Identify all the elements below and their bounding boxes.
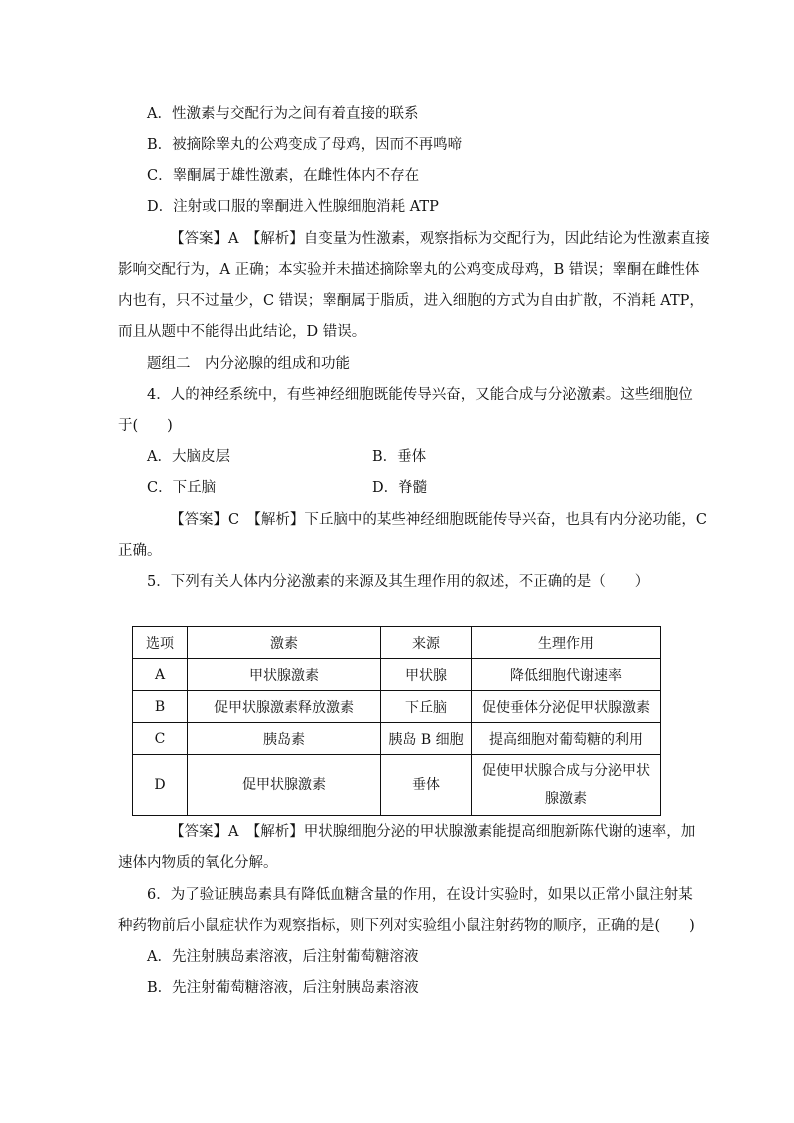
table-header: 生理作用 <box>472 627 661 659</box>
analysis-tag: 【解析】 <box>252 824 304 840</box>
table-cell: 提高细胞对葡萄糖的利用 <box>472 723 661 755</box>
table-cell: 促甲状腺激素释放激素 <box>188 691 381 723</box>
answer-letter: A <box>228 231 239 247</box>
table-cell: 胰岛素 <box>188 723 381 755</box>
table-cell: C <box>133 723 188 755</box>
analysis-text: 下丘脑中的某些神经细胞既能传导兴奋，也具有内分泌功能，C <box>304 512 707 528</box>
answer-letter: A <box>228 824 239 840</box>
answer-tag: 【答案】 <box>170 231 228 247</box>
table-header: 选项 <box>133 627 188 659</box>
hormone-table <box>132 626 661 816</box>
q5-answer-line <box>170 822 695 842</box>
q3-option-b: B．被摘除睾丸的公鸡变成了母鸡，因而不再鸣啼 <box>147 137 463 153</box>
table-cell: 甲状腺 <box>381 659 472 691</box>
table-row <box>133 691 661 723</box>
table-cell: 垂体 <box>381 755 472 816</box>
q5-stem: 5．下列有关人体内分泌激素的来源及其生理作用的叙述，不正确的是（ ） <box>147 574 650 590</box>
q3-option-d: D．注射或口服的睾酮进入性腺细胞消耗 ATP <box>147 199 439 215</box>
table-cell: D <box>133 755 188 816</box>
q4-stem-line-1: 4．人的神经系统中，有些神经细胞既能传导兴奋，又能合成与分泌激素。这些细胞位 <box>147 387 693 403</box>
q4-stem-line-2: 于( ) <box>118 418 173 434</box>
q6-option-a: A．先注射胰岛素溶液，后注射葡萄糖溶液 <box>147 949 419 965</box>
answer-tag: 【答案】 <box>170 512 228 528</box>
table-row <box>133 755 661 816</box>
q6-stem-line-1: 6．为了验证胰岛素具有降低血糖含量的作用，在设计实验时，如果以正常小鼠注射某 <box>147 887 693 903</box>
answer-letter: C <box>228 512 240 528</box>
q3-analysis-line-4: 而且从题中不能得出此结论，D 错误。 <box>118 324 367 340</box>
q3-option-c: C．睾酮属于雄性激素，在雌性体内不存在 <box>147 168 420 184</box>
q6-stem-line-2: 种药物前后小鼠症状作为观察指标，则下列对实验组小鼠注射药物的顺序，正确的是( ) <box>118 918 695 934</box>
table-cell: 促使甲状腺合成与分泌甲状腺激素 <box>472 755 661 816</box>
table-cell: B <box>133 691 188 723</box>
q5-analysis-line-2: 速体内物质的氧化分解。 <box>118 855 278 871</box>
q4-option-d: D．脊髓 <box>372 480 428 496</box>
q4-option-b: B．垂体 <box>372 449 427 465</box>
group-title: 题组二 内分泌腺的组成和功能 <box>147 356 350 372</box>
table-cell: 胰岛 B 细胞 <box>381 723 472 755</box>
analysis-tag: 【解析】 <box>253 512 305 528</box>
q3-analysis-line-3: 内也有，只不过量少，C 错误；睾酮属于脂质，进入细胞的方式为自由扩散，不消耗 ATP， <box>118 293 704 309</box>
q4-option-c: C．下丘脑 <box>147 480 217 496</box>
table-header: 来源 <box>381 627 472 659</box>
analysis-tag: 【解析】 <box>252 231 304 247</box>
q3-option-a: A．性激素与交配行为之间有着直接的联系 <box>147 106 419 122</box>
table-header: 激素 <box>188 627 381 659</box>
q3-answer-line <box>170 229 710 249</box>
q4-analysis-line-2: 正确。 <box>118 543 162 559</box>
table-row <box>133 723 661 755</box>
analysis-text: 甲状腺细胞分泌的甲状腺激素能提高细胞新陈代谢的速率，加 <box>303 824 696 840</box>
table-cell: 促甲状腺激素 <box>188 755 381 816</box>
table-cell: 甲状腺激素 <box>188 659 381 691</box>
table-cell: 促使垂体分泌促甲状腺激素 <box>472 691 661 723</box>
q4-option-a: A．大脑皮层 <box>147 449 230 465</box>
table-cell: 降低细胞代谢速率 <box>472 659 661 691</box>
q4-answer-line <box>170 510 707 530</box>
table-header-row <box>133 627 661 659</box>
q6-option-b: B．先注射葡萄糖溶液，后注射胰岛素溶液 <box>147 980 419 996</box>
table-row <box>133 659 661 691</box>
answer-tag: 【答案】 <box>170 824 228 840</box>
table-cell: A <box>133 659 188 691</box>
q3-analysis-line-2: 影响交配行为，A 正确；本实验并未描述摘除睾丸的公鸡变成母鸡，B 错误；睾酮在雌性体 <box>118 262 700 278</box>
table-cell: 下丘脑 <box>381 691 472 723</box>
analysis-text: 自变量为性激素，观察指标为交配行为，因此结论为性激素直接 <box>303 231 710 247</box>
